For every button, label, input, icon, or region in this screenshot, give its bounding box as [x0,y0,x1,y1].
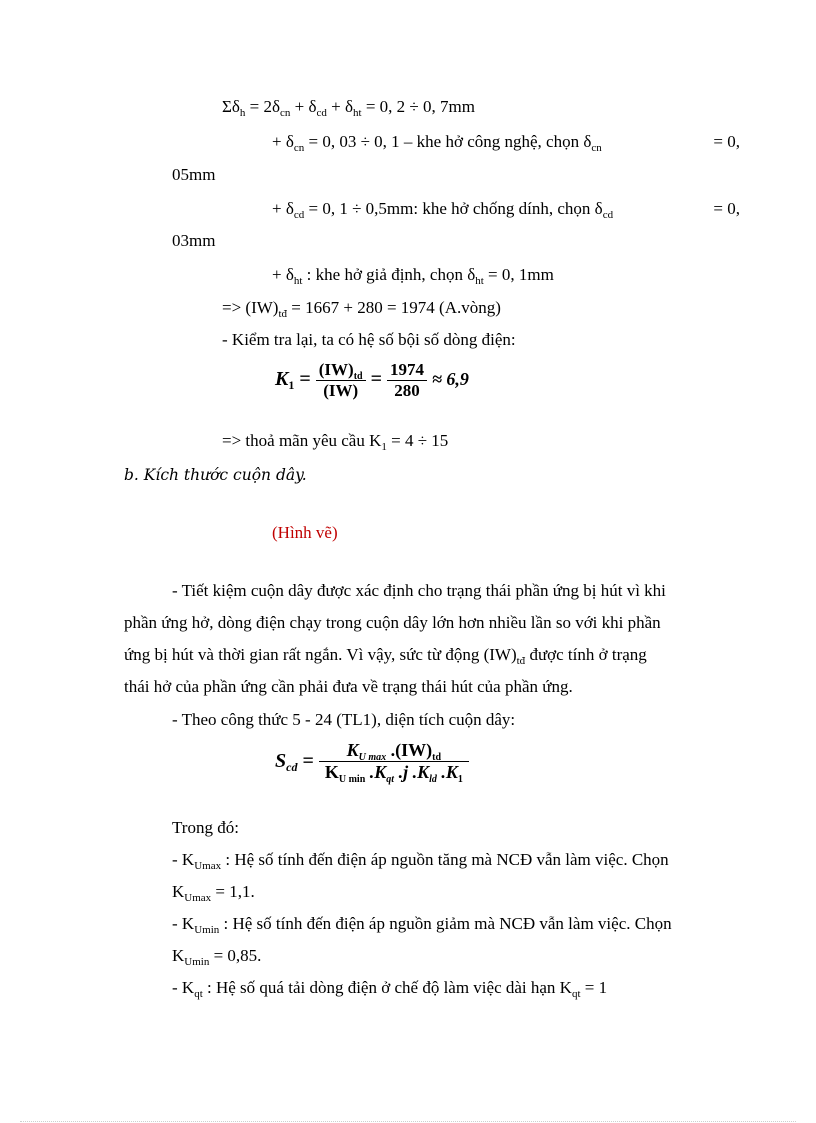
gap-cn-line: + $\delta_{cn} = 0$, 03 ÷ 0, 1 – khe hở công nghệ, chọn $\delta_{cn}$ = 0, [272,132,740,154]
where-label: Trong đó: [172,818,239,837]
def-kumin-line-2: $K_{Umin} = 0,85$. [172,946,262,968]
paragraph-line-3: ứng bị hút và thời gian rất ngắn. Vì vậy, sức từ động $(IW)_{tđ}$ được tính ở trạng [124,645,647,667]
gap-cn-unit: 05mm [172,165,216,184]
gap-cd-unit: 03mm [172,231,216,250]
paragraph-line-1: - Tiết kiệm cuộn dây được xác định cho trạng thái phần ứng bị hút vì khi [172,581,666,600]
formula-scd: $S_{cd}$ = $\frac{K_{U max} .(IW)_{td}}{K_{U min} .K_{qt} .j .K_{ld} .K_1}$ [275,740,469,783]
gap-ht-line: + $\delta_{ht}$ : khe hở giả định, chọn $\delta_{ht} = 0$, 1mm [272,265,554,287]
formula-k1: $K_1$ = $\frac{(IW)_{td}}{(IW)}$ = $\frac{1974}{280}$ ≈ 6,9 [275,360,469,400]
gap-cd-line: + $\delta_{cd} = 0$, 1 ÷ 0,5mm: khe hở chống dính, chọn $\delta_{cd}$ = 0, [272,199,740,221]
paragraph-line-2: phần ứng hở, dòng điện chạy trong cuộn dây lớn hơn nhiều lần so với khi phần [124,613,661,632]
iw-total-line: => $(IW)_{tđ} = 1667 + 280 = 1974$ (A.vòng) [222,298,501,320]
page-bottom-rule [20,1121,796,1122]
def-kqt-line: - $K_{qt}$ : Hệ số quá tải dòng điện ở chế độ làm việc dài hạn $K_{qt} = 1$ [172,978,608,1000]
paragraph-line-4: thái hở của phần ứng cần phải đưa về trạng thái hút của phần ứng. [124,677,573,696]
condition-line: => thoả mãn yêu cầu $K_1 = 4 \div 15$ [222,431,449,453]
def-kumax-line-2: $K_{Umax} = 1,1$. [172,882,255,904]
def-kumin-line-1: - $K_{Umin}$ : Hệ số tính đến điện áp nguồn giảm mà NCĐ vẫn làm việc. Chọn [172,914,672,936]
check-line: - Kiểm tra lại, ta có hệ số bội số dòng điện: [222,330,516,349]
sum-gap-line: $\Sigma\delta_h = 2\delta_{cn} + \delta_{cd} + \delta_{ht} = 0$, 2 ÷ 0, 7mm [222,97,475,119]
def-kumax-line-1: - $K_{Umax}$ : Hệ số tính đến điện áp nguồn tăng mà NCĐ vẫn làm việc. Chọn [172,850,669,872]
section-heading-b: b. Kích thước cuộn dây. [124,466,307,484]
figure-placeholder: (Hình vẽ) [272,523,338,542]
formula-reference-line: - Theo công thức 5 - 24 (TL1), diện tích cuộn dây: [172,710,516,729]
